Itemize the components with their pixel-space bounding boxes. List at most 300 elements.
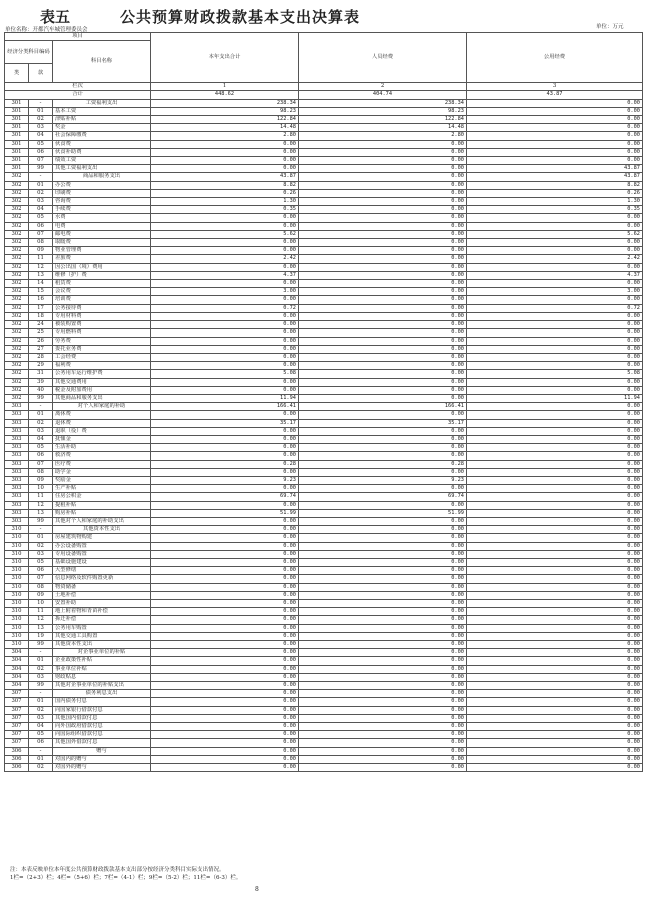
- table-row: [5, 345, 643, 353]
- row-personnel: 0.00: [299, 312, 467, 320]
- row-personnel: 0.00: [299, 673, 467, 681]
- row-personnel: 0.00: [299, 378, 467, 386]
- row-total: 0.00: [151, 608, 299, 616]
- row-public: 0.00: [467, 698, 643, 706]
- row-category: 307: [5, 714, 29, 722]
- row-name: 物资储备: [53, 583, 151, 591]
- row-personnel: 0.00: [299, 239, 467, 247]
- row-name: 生产补贴: [53, 485, 151, 493]
- row-category: 304: [5, 649, 29, 657]
- row-item: 28: [29, 353, 53, 361]
- table-row: [5, 657, 643, 665]
- row-total: 0.00: [151, 542, 299, 550]
- row-name: 租赁费: [53, 280, 151, 288]
- row-total: 98.23: [151, 107, 299, 115]
- row-category: 302: [5, 206, 29, 214]
- table-row: [5, 329, 643, 337]
- row-personnel: 0.00: [299, 764, 467, 772]
- row-name: 房屋建筑物购建: [53, 534, 151, 542]
- row-public: 0.00: [467, 263, 643, 271]
- row-personnel: 0.00: [299, 345, 467, 353]
- row-public: 0.00: [467, 353, 643, 361]
- row-total: 2.42: [151, 255, 299, 263]
- row-public: 0.00: [467, 649, 643, 657]
- row-category: 302: [5, 173, 29, 181]
- row-name: 委托业务费: [53, 345, 151, 353]
- row-total: 0.00: [151, 222, 299, 230]
- row-public: 0.00: [467, 222, 643, 230]
- row-public: 0.00: [467, 501, 643, 509]
- row-personnel: 0.00: [299, 411, 467, 419]
- table-row: [5, 173, 643, 181]
- table-row: [5, 714, 643, 722]
- table-row: [5, 271, 643, 279]
- header-project: 项目: [5, 33, 151, 41]
- row-name: 大型修缮: [53, 567, 151, 575]
- row-total: 0.00: [151, 386, 299, 394]
- row-personnel: 0.00: [299, 263, 467, 271]
- row-category: 306: [5, 747, 29, 755]
- row-name: 债务利息支出: [53, 690, 151, 698]
- row-category: 302: [5, 271, 29, 279]
- row-item: 06: [29, 452, 53, 460]
- row-item: 05: [29, 731, 53, 739]
- table-row: [5, 673, 643, 681]
- row-category: 310: [5, 583, 29, 591]
- row-category: 310: [5, 608, 29, 616]
- row-total: 2.80: [151, 132, 299, 140]
- row-item: 12: [29, 501, 53, 509]
- row-personnel: 0.00: [299, 706, 467, 714]
- row-total: 0.00: [151, 649, 299, 657]
- row-total: 0.00: [151, 698, 299, 706]
- row-total: 0.00: [151, 247, 299, 255]
- row-category: 307: [5, 739, 29, 747]
- row-public: 5.62: [467, 230, 643, 238]
- row-total: 5.62: [151, 230, 299, 238]
- row-personnel: 0.00: [299, 550, 467, 558]
- row-public: 0.00: [467, 107, 643, 115]
- row-public: 0.00: [467, 444, 643, 452]
- row-total: 0.00: [151, 706, 299, 714]
- row-public: 0.00: [467, 706, 643, 714]
- row-total: 0.00: [151, 600, 299, 608]
- row-personnel: 0.00: [299, 665, 467, 673]
- row-public: 11.94: [467, 394, 643, 402]
- row-name: 奖励金: [53, 476, 151, 484]
- unit-name: 单位名称：开都汽车城管理委员会: [5, 27, 88, 33]
- row-total: 1.30: [151, 198, 299, 206]
- row-public: 0.00: [467, 723, 643, 731]
- table-row: [5, 517, 643, 525]
- row-total: 0.00: [151, 550, 299, 558]
- row-item: 10: [29, 485, 53, 493]
- row-name: 工资福利支出: [53, 99, 151, 107]
- row-name: 其他国外借款付息: [53, 739, 151, 747]
- row-item: 08: [29, 239, 53, 247]
- table-row: [5, 600, 643, 608]
- row-item: 07: [29, 230, 53, 238]
- row-name: 咨询费: [53, 198, 151, 206]
- row-public: 1.30: [467, 198, 643, 206]
- row-personnel: 0.00: [299, 386, 467, 394]
- row-name: 抚恤金: [53, 435, 151, 443]
- row-public: 0.00: [467, 460, 643, 468]
- row-total: 69.74: [151, 493, 299, 501]
- table-row: [5, 755, 643, 763]
- row-category: 307: [5, 698, 29, 706]
- row-category: 302: [5, 394, 29, 402]
- row-category: 303: [5, 517, 29, 525]
- row-personnel: 9.23: [299, 476, 467, 484]
- table-row: [5, 312, 643, 320]
- row-name: 退休费: [53, 419, 151, 427]
- table-row: [5, 140, 643, 148]
- row-name: 伙食补助费: [53, 148, 151, 156]
- row-total: 0.00: [151, 140, 299, 148]
- row-total: 0.00: [151, 444, 299, 452]
- row-total: 0.00: [151, 641, 299, 649]
- row-total: 0.00: [151, 337, 299, 345]
- row-category: 310: [5, 591, 29, 599]
- row-category: 301: [5, 148, 29, 156]
- row-name: 培训费: [53, 296, 151, 304]
- row-total: 0.72: [151, 304, 299, 312]
- table-row: [5, 362, 643, 370]
- row-total: 9.23: [151, 476, 299, 484]
- row-name: 住房公积金: [53, 493, 151, 501]
- row-personnel: 0.00: [299, 517, 467, 525]
- table-body: [5, 99, 643, 772]
- row-item: 12: [29, 263, 53, 271]
- header-item: 款: [29, 64, 53, 83]
- row-name: 其他国内借款付息: [53, 714, 151, 722]
- row-name: 其他资本性支出: [53, 641, 151, 649]
- row-name: 财政贴息: [53, 673, 151, 681]
- row-personnel: 0.00: [299, 723, 467, 731]
- table-row: [5, 444, 643, 452]
- row-name: 专用燃料费: [53, 329, 151, 337]
- row-personnel: 0.00: [299, 755, 467, 763]
- table-row: [5, 608, 643, 616]
- row-public: 0.00: [467, 362, 643, 370]
- row-personnel: 122.84: [299, 116, 467, 124]
- row-item: 01: [29, 657, 53, 665]
- table-row: [5, 165, 643, 173]
- footnote: [10, 866, 241, 882]
- row-item: 07: [29, 460, 53, 468]
- row-category: 302: [5, 337, 29, 345]
- row-name: 生活补助: [53, 444, 151, 452]
- row-personnel: 14.48: [299, 124, 467, 132]
- table-row: [5, 189, 643, 197]
- row-personnel: 166.41: [299, 403, 467, 411]
- row-name: 劳务费: [53, 337, 151, 345]
- row-category: 302: [5, 378, 29, 386]
- row-item: 03: [29, 124, 53, 132]
- row-total: 0.35: [151, 206, 299, 214]
- table-row: [5, 304, 643, 312]
- row-name: 安置补助: [53, 600, 151, 608]
- row-category: 310: [5, 632, 29, 640]
- row-total: 0.00: [151, 575, 299, 583]
- row-item: 99: [29, 394, 53, 402]
- header-name: 科目名称: [53, 41, 151, 83]
- table-row: [5, 337, 643, 345]
- row-public: 0.00: [467, 312, 643, 320]
- row-name: 公务接待费: [53, 304, 151, 312]
- row-name: 国内债务付息: [53, 698, 151, 706]
- row-total: 0.00: [151, 714, 299, 722]
- row-total: 8.82: [151, 181, 299, 189]
- table-row: [5, 665, 643, 673]
- row-item: 07: [29, 575, 53, 583]
- row-item: -: [29, 173, 53, 181]
- row-name: 绩效工资: [53, 157, 151, 165]
- row-public: 0.00: [467, 452, 643, 460]
- row-item: -: [29, 99, 53, 107]
- row-public: 0.00: [467, 403, 643, 411]
- row-total: 0.00: [151, 345, 299, 353]
- row-item: 04: [29, 723, 53, 731]
- row-personnel: 0.00: [299, 526, 467, 534]
- row-public: 0.00: [467, 427, 643, 435]
- row-personnel: 0.00: [299, 304, 467, 312]
- table-row: [5, 280, 643, 288]
- currency-unit: 单位：万元: [596, 24, 624, 30]
- row-name: 对国外的赠与: [53, 764, 151, 772]
- row-total: 0.00: [151, 468, 299, 476]
- row-total: 0.00: [151, 485, 299, 493]
- row-name: 水费: [53, 214, 151, 222]
- row-personnel: 0.00: [299, 255, 467, 263]
- row-personnel: 0.00: [299, 468, 467, 476]
- row-category: 302: [5, 263, 29, 271]
- row-personnel: 0.00: [299, 444, 467, 452]
- row-personnel: 0.00: [299, 501, 467, 509]
- row-name: 公务用车购置: [53, 624, 151, 632]
- row-category: 303: [5, 403, 29, 411]
- table-row: [5, 567, 643, 575]
- row-category: 303: [5, 493, 29, 501]
- row-item: 24: [29, 321, 53, 329]
- row-public: 0.00: [467, 755, 643, 763]
- row-item: 29: [29, 362, 53, 370]
- table-row: [5, 370, 643, 378]
- row-personnel: 0.00: [299, 271, 467, 279]
- table-row: [5, 321, 643, 329]
- row-total: 0.00: [151, 755, 299, 763]
- row-name: 其他工资福利支出: [53, 165, 151, 173]
- row-personnel: 0.00: [299, 288, 467, 296]
- row-personnel: 0.00: [299, 542, 467, 550]
- row-name: 办公设备购置: [53, 542, 151, 550]
- table-row: [5, 460, 643, 468]
- row-public: 0.00: [467, 280, 643, 288]
- row-public: 0.00: [467, 526, 643, 534]
- table-row: [5, 485, 643, 493]
- table-row: [5, 132, 643, 140]
- row-category: 302: [5, 247, 29, 255]
- header-lanci: 栏次: [5, 83, 151, 91]
- row-name: 医疗费: [53, 460, 151, 468]
- row-personnel: 0.00: [299, 608, 467, 616]
- row-item: 03: [29, 427, 53, 435]
- header-category: 类: [5, 64, 29, 83]
- row-public: 0.00: [467, 337, 643, 345]
- row-category: 303: [5, 419, 29, 427]
- table-row: [5, 198, 643, 206]
- row-item: 03: [29, 714, 53, 722]
- table-row: [5, 526, 643, 534]
- row-total: 0.00: [151, 501, 299, 509]
- row-public: 0.00: [467, 616, 643, 624]
- row-personnel: 0.00: [299, 558, 467, 566]
- row-category: 310: [5, 567, 29, 575]
- row-personnel: 0.00: [299, 337, 467, 345]
- row-public: 3.00: [467, 288, 643, 296]
- row-category: 302: [5, 345, 29, 353]
- row-public: 0.00: [467, 116, 643, 124]
- row-name: 福利费: [53, 362, 151, 370]
- row-public: 0.00: [467, 764, 643, 772]
- row-name: 购房补贴: [53, 509, 151, 517]
- row-public: 0.00: [467, 517, 643, 525]
- row-category: 304: [5, 657, 29, 665]
- row-item: 19: [29, 632, 53, 640]
- row-total: 0.00: [151, 148, 299, 156]
- row-total: 11.94: [151, 394, 299, 402]
- row-public: 0.00: [467, 665, 643, 673]
- row-public: 0.00: [467, 558, 643, 566]
- table-row: [5, 682, 643, 690]
- row-total: 0.00: [151, 747, 299, 755]
- row-item: 06: [29, 148, 53, 156]
- row-total: 0.00: [151, 517, 299, 525]
- row-name: 工会经费: [53, 353, 151, 361]
- row-category: 301: [5, 116, 29, 124]
- row-name: 提租补贴: [53, 501, 151, 509]
- row-category: 302: [5, 329, 29, 337]
- row-public: 0.00: [467, 132, 643, 140]
- row-category: 304: [5, 673, 29, 681]
- row-total: 0.00: [151, 411, 299, 419]
- row-public: 0.00: [467, 99, 643, 107]
- row-total: 3.00: [151, 288, 299, 296]
- row-item: 14: [29, 280, 53, 288]
- row-public: 0.00: [467, 247, 643, 255]
- table-row: [5, 124, 643, 132]
- row-name: 企业政策性补贴: [53, 657, 151, 665]
- row-name: 手续费: [53, 206, 151, 214]
- row-item: 02: [29, 706, 53, 714]
- row-name: 专用材料费: [53, 312, 151, 320]
- header-col-3: 3: [467, 83, 643, 91]
- row-public: 0.00: [467, 386, 643, 394]
- row-item: -: [29, 526, 53, 534]
- total-label: 合计: [5, 91, 151, 99]
- row-name: 税金及附加费用: [53, 386, 151, 394]
- row-item: 15: [29, 288, 53, 296]
- row-personnel: 0.00: [299, 649, 467, 657]
- row-total: 0.00: [151, 657, 299, 665]
- table-row: [5, 723, 643, 731]
- row-total: 0.00: [151, 583, 299, 591]
- table-row: [5, 148, 643, 156]
- row-personnel: 0.00: [299, 353, 467, 361]
- row-item: 13: [29, 271, 53, 279]
- table-row: [5, 239, 643, 247]
- row-category: 302: [5, 255, 29, 263]
- row-total: 0.00: [151, 534, 299, 542]
- row-public: 0.26: [467, 189, 643, 197]
- row-name: 维修（护）费: [53, 271, 151, 279]
- table-row: [5, 378, 643, 386]
- row-public: 0.00: [467, 140, 643, 148]
- row-name: 其他资本性支出: [53, 526, 151, 534]
- row-personnel: 51.99: [299, 509, 467, 517]
- header-total: 本年支出合计: [151, 33, 299, 83]
- table-row: [5, 99, 643, 107]
- row-total: 35.17: [151, 419, 299, 427]
- expenditure-table: [4, 32, 643, 772]
- header-public: 公用经费: [467, 33, 643, 83]
- row-category: 302: [5, 222, 29, 230]
- row-item: 99: [29, 517, 53, 525]
- total-value: 448.62: [151, 91, 299, 99]
- table-row: [5, 616, 643, 624]
- row-public: 43.87: [467, 165, 643, 173]
- row-public: 0.00: [467, 747, 643, 755]
- row-personnel: 0.00: [299, 181, 467, 189]
- row-category: 302: [5, 321, 29, 329]
- row-public: 0.00: [467, 509, 643, 517]
- row-personnel: 0.00: [299, 157, 467, 165]
- footnote-line: 注：本表反映单位本年度公共预算财政拨款基本支出部分按经济分类科目实际支出情况。: [10, 867, 225, 873]
- row-item: 11: [29, 255, 53, 263]
- row-name: 其他商品和服务支出: [53, 394, 151, 402]
- row-category: 301: [5, 140, 29, 148]
- row-personnel: 0.00: [299, 583, 467, 591]
- row-personnel: 0.00: [299, 247, 467, 255]
- row-item: 05: [29, 444, 53, 452]
- row-category: 302: [5, 198, 29, 206]
- row-total: 0.00: [151, 558, 299, 566]
- row-item: -: [29, 747, 53, 755]
- row-name: 奖金: [53, 124, 151, 132]
- row-personnel: 0.00: [299, 222, 467, 230]
- row-personnel: 0.00: [299, 600, 467, 608]
- row-public: 0.00: [467, 435, 643, 443]
- row-item: 01: [29, 755, 53, 763]
- row-personnel: 0.00: [299, 591, 467, 599]
- row-personnel: 0.00: [299, 173, 467, 181]
- row-public: 0.00: [467, 345, 643, 353]
- row-category: 304: [5, 682, 29, 690]
- row-public: 0.00: [467, 468, 643, 476]
- table-row: [5, 747, 643, 755]
- row-personnel: 0.00: [299, 485, 467, 493]
- row-total: 0.00: [151, 764, 299, 772]
- row-category: 310: [5, 575, 29, 583]
- table-row: [5, 739, 643, 747]
- row-category: 303: [5, 501, 29, 509]
- row-public: 0.00: [467, 214, 643, 222]
- table-row: [5, 690, 643, 698]
- row-personnel: 0.00: [299, 165, 467, 173]
- row-public: 2.42: [467, 255, 643, 263]
- row-personnel: 238.34: [299, 99, 467, 107]
